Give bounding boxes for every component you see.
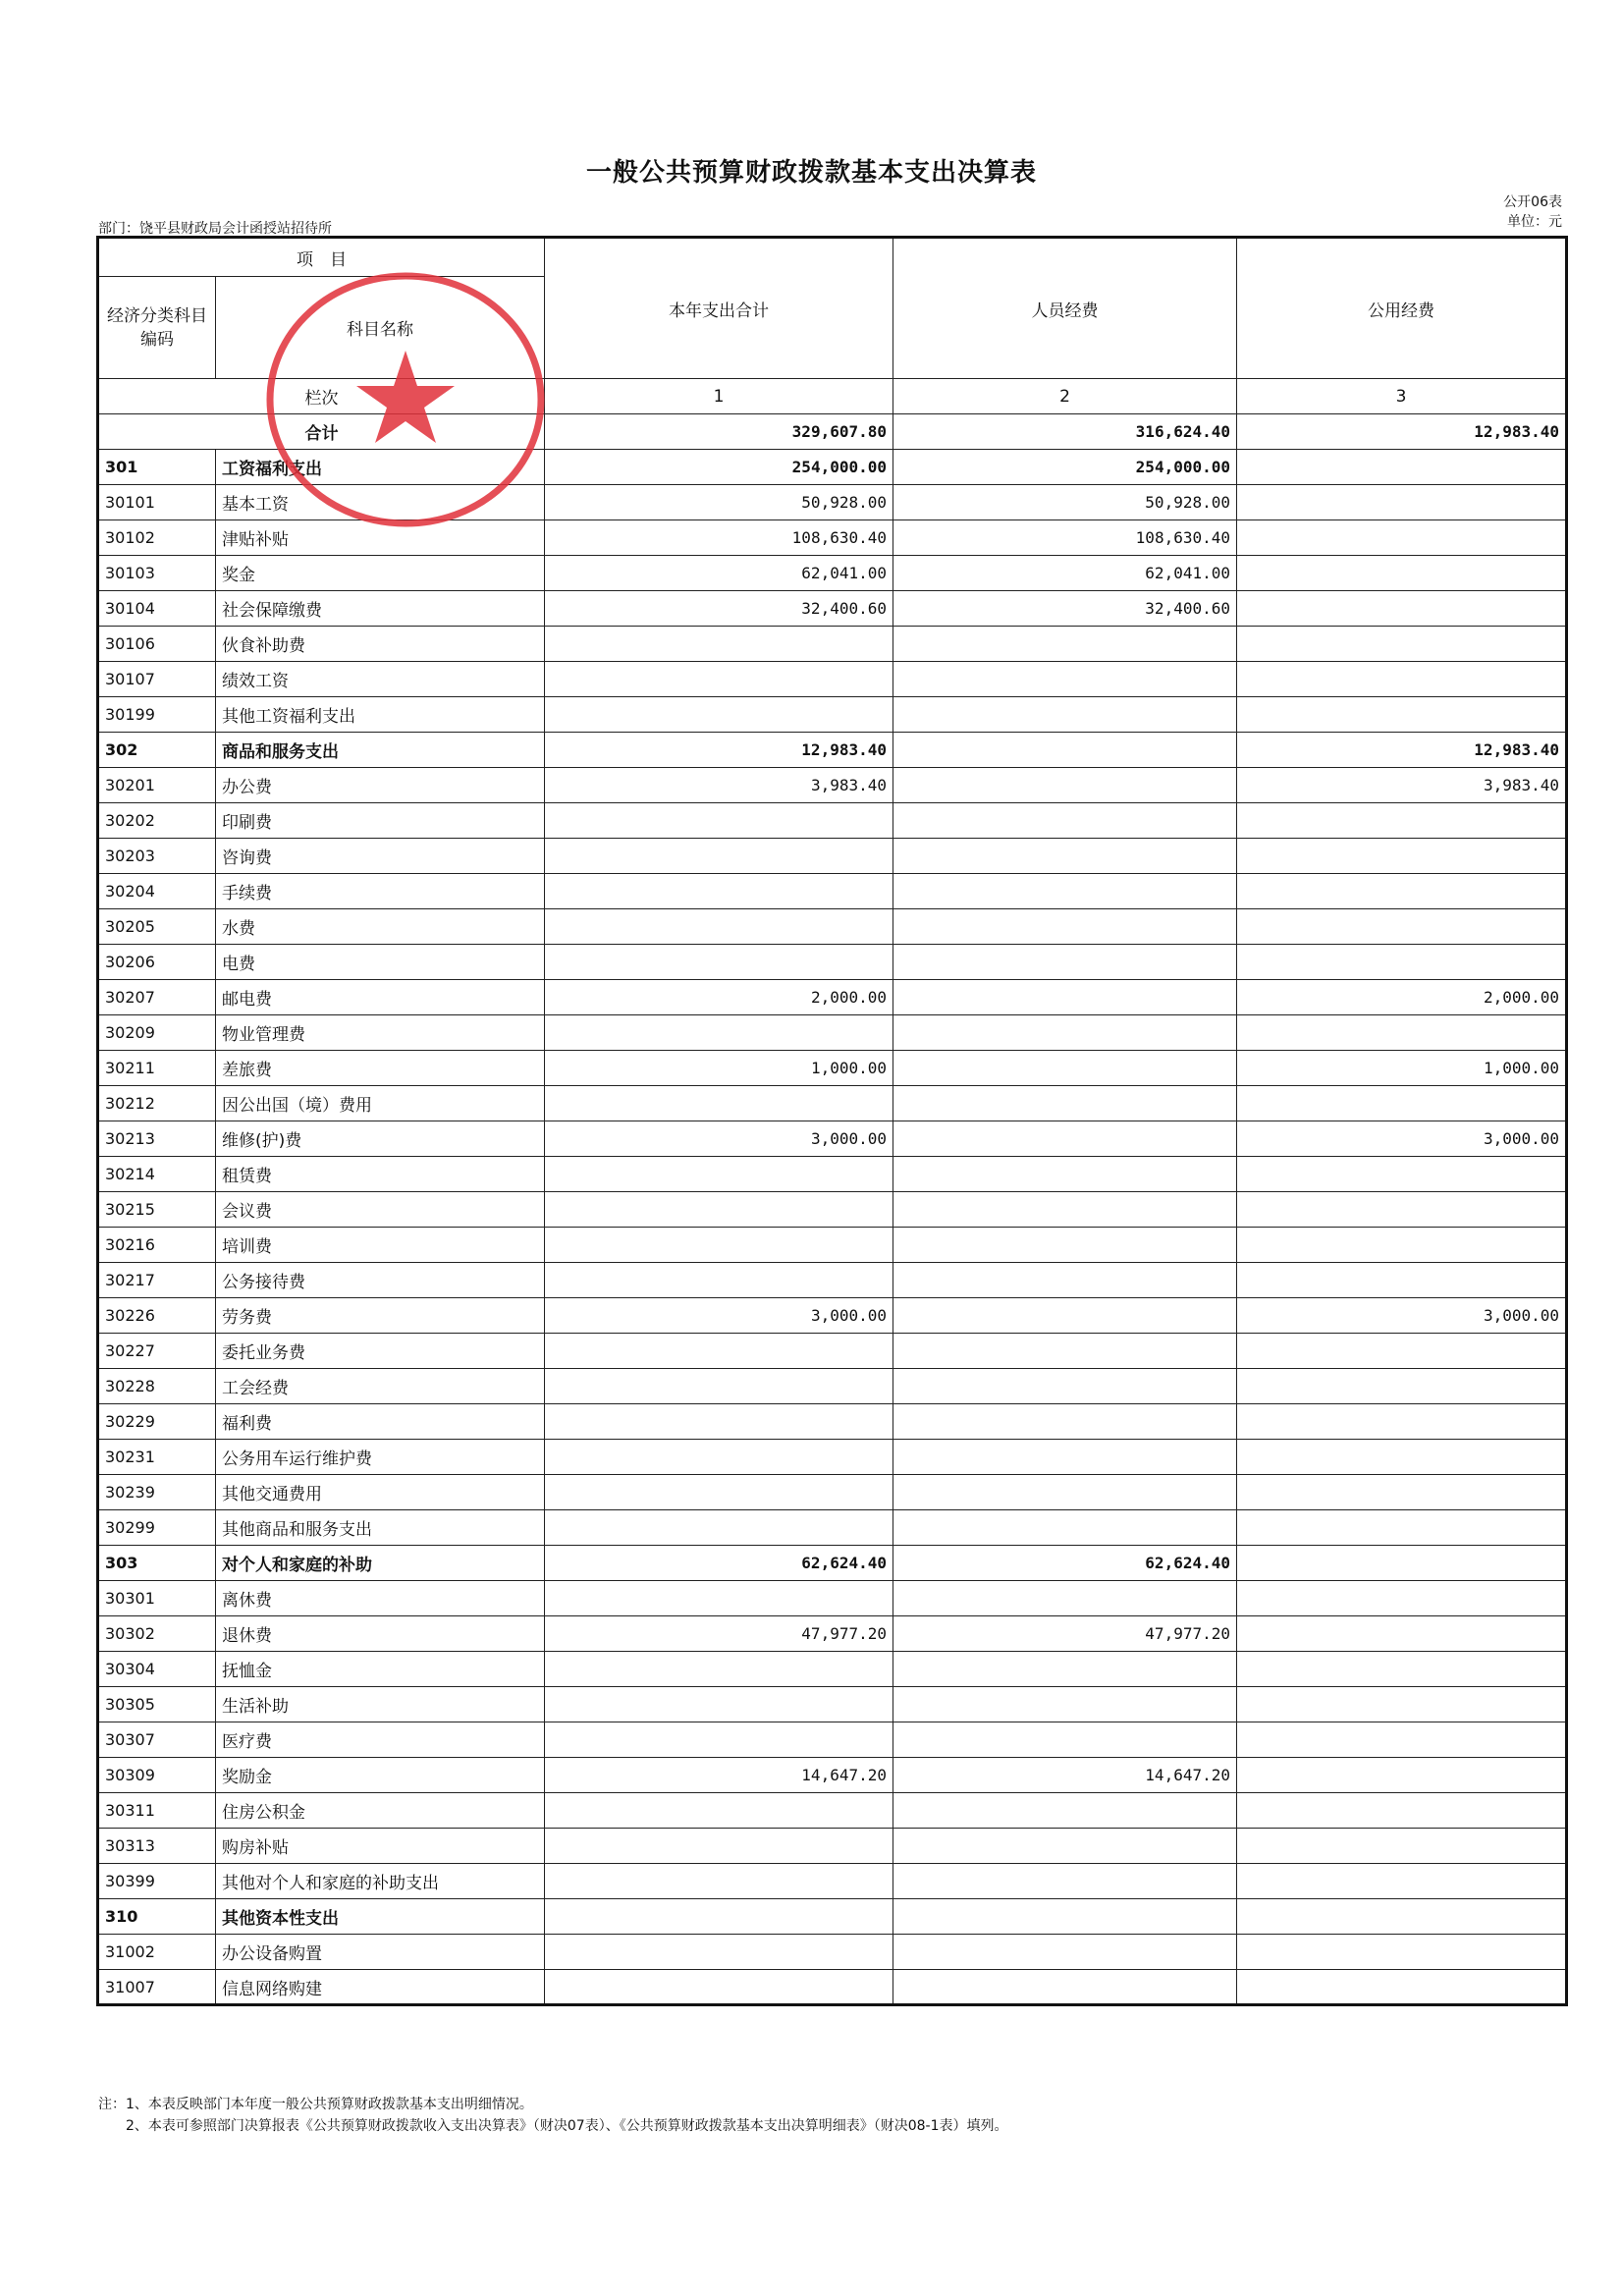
row-name: 对个人和家庭的补助 bbox=[216, 1546, 545, 1581]
row-total bbox=[545, 1652, 893, 1687]
row-public bbox=[1237, 1440, 1567, 1475]
header-total: 本年支出合计 bbox=[545, 238, 893, 379]
row-name: 商品和服务支出 bbox=[216, 733, 545, 768]
row-personnel bbox=[893, 1263, 1237, 1298]
row-total: 254,000.00 bbox=[545, 450, 893, 485]
row-name: 因公出国（境）费用 bbox=[216, 1086, 545, 1121]
footnotes bbox=[98, 2094, 1008, 2137]
row-personnel bbox=[893, 1192, 1237, 1228]
table-row bbox=[98, 909, 1567, 945]
row-code: 30205 bbox=[98, 909, 216, 945]
row-public bbox=[1237, 1970, 1567, 2005]
table-row bbox=[98, 1440, 1567, 1475]
row-name: 医疗费 bbox=[216, 1722, 545, 1758]
table-row bbox=[98, 1899, 1567, 1935]
table-row bbox=[98, 1758, 1567, 1793]
row-total: 62,624.40 bbox=[545, 1546, 893, 1581]
table-row bbox=[98, 1864, 1567, 1899]
row-name: 水费 bbox=[216, 909, 545, 945]
table-row bbox=[98, 1404, 1567, 1440]
table-row bbox=[98, 1829, 1567, 1864]
row-total bbox=[545, 945, 893, 980]
row-personnel bbox=[893, 1475, 1237, 1510]
row-name: 奖金 bbox=[216, 556, 545, 591]
sum-total: 329,607.80 bbox=[545, 414, 893, 450]
row-personnel bbox=[893, 1015, 1237, 1051]
table-row bbox=[98, 874, 1567, 909]
row-public bbox=[1237, 1829, 1567, 1864]
row-public bbox=[1237, 627, 1567, 662]
row-name: 公务接待费 bbox=[216, 1263, 545, 1298]
row-code: 30302 bbox=[98, 1616, 216, 1652]
row-personnel bbox=[893, 1687, 1237, 1722]
table-row bbox=[98, 1157, 1567, 1192]
row-public bbox=[1237, 803, 1567, 839]
row-personnel bbox=[893, 1121, 1237, 1157]
row-name: 委托业务费 bbox=[216, 1334, 545, 1369]
row-public bbox=[1237, 1864, 1567, 1899]
row-name: 其他资本性支出 bbox=[216, 1899, 545, 1935]
row-code: 30213 bbox=[98, 1121, 216, 1157]
row-personnel bbox=[893, 1793, 1237, 1829]
footnote-2: 2、本表可参照部门决算报表《公共预算财政拨款收入支出决算表》（财决07表）、《公共预算财政拨款基本支出决算明细表》（财决08-1表）填列。 bbox=[98, 2118, 1008, 2134]
row-total bbox=[545, 1899, 893, 1935]
table-row bbox=[98, 1475, 1567, 1510]
row-name: 生活补助 bbox=[216, 1687, 545, 1722]
row-name: 邮电费 bbox=[216, 980, 545, 1015]
row-total: 3,000.00 bbox=[545, 1121, 893, 1157]
header-name: 科目名称 bbox=[216, 277, 545, 379]
row-personnel bbox=[893, 945, 1237, 980]
row-total bbox=[545, 1440, 893, 1475]
table-row bbox=[98, 1616, 1567, 1652]
header-project: 项 目 bbox=[98, 238, 545, 277]
table-row bbox=[98, 803, 1567, 839]
table-row bbox=[98, 768, 1567, 803]
row-code: 30199 bbox=[98, 697, 216, 733]
row-name: 办公设备购置 bbox=[216, 1935, 545, 1970]
row-public: 3,000.00 bbox=[1237, 1298, 1567, 1334]
row-total bbox=[545, 1864, 893, 1899]
row-code: 30214 bbox=[98, 1157, 216, 1192]
row-total bbox=[545, 1793, 893, 1829]
sum-label: 合计 bbox=[98, 414, 545, 450]
row-code: 30313 bbox=[98, 1829, 216, 1864]
row-name: 信息网络购建 bbox=[216, 1970, 545, 2005]
row-public bbox=[1237, 945, 1567, 980]
row-personnel bbox=[893, 1404, 1237, 1440]
row-total bbox=[545, 1369, 893, 1404]
row-public bbox=[1237, 1157, 1567, 1192]
table-row bbox=[98, 1051, 1567, 1086]
row-code: 30228 bbox=[98, 1369, 216, 1404]
report-title: 一般公共预算财政拨款基本支出决算表 bbox=[585, 158, 1037, 188]
row-total bbox=[545, 1404, 893, 1440]
row-total bbox=[545, 1192, 893, 1228]
table-row bbox=[98, 1652, 1567, 1687]
table-row bbox=[98, 556, 1567, 591]
table-row bbox=[98, 1334, 1567, 1369]
row-name: 福利费 bbox=[216, 1404, 545, 1440]
row-name: 奖励金 bbox=[216, 1758, 545, 1793]
row-public bbox=[1237, 1722, 1567, 1758]
row-name: 劳务费 bbox=[216, 1298, 545, 1334]
row-personnel bbox=[893, 1157, 1237, 1192]
row-name: 住房公积金 bbox=[216, 1793, 545, 1829]
row-total: 3,983.40 bbox=[545, 768, 893, 803]
row-total bbox=[545, 803, 893, 839]
row-total bbox=[545, 697, 893, 733]
row-public bbox=[1237, 556, 1567, 591]
row-name: 离休费 bbox=[216, 1581, 545, 1616]
table-row bbox=[98, 1121, 1567, 1157]
row-personnel bbox=[893, 1970, 1237, 2005]
row-total bbox=[545, 1263, 893, 1298]
row-personnel bbox=[893, 1086, 1237, 1121]
row-total bbox=[545, 1829, 893, 1864]
row-name: 租赁费 bbox=[216, 1157, 545, 1192]
row-public bbox=[1237, 520, 1567, 556]
row-code: 30203 bbox=[98, 839, 216, 874]
table-row bbox=[98, 1546, 1567, 1581]
row-code: 30209 bbox=[98, 1015, 216, 1051]
table-row bbox=[98, 697, 1567, 733]
row-public: 3,983.40 bbox=[1237, 768, 1567, 803]
table-row bbox=[98, 450, 1567, 485]
row-name: 会议费 bbox=[216, 1192, 545, 1228]
row-total bbox=[545, 627, 893, 662]
table-row bbox=[98, 1298, 1567, 1334]
row-code: 31002 bbox=[98, 1935, 216, 1970]
row-total bbox=[545, 1334, 893, 1369]
row-code: 30226 bbox=[98, 1298, 216, 1334]
table-row bbox=[98, 627, 1567, 662]
row-public bbox=[1237, 1228, 1567, 1263]
table-row bbox=[98, 733, 1567, 768]
row-public bbox=[1237, 1652, 1567, 1687]
row-public: 2,000.00 bbox=[1237, 980, 1567, 1015]
unit-label: 单位：元 bbox=[1507, 214, 1562, 230]
row-code: 30107 bbox=[98, 662, 216, 697]
row-personnel bbox=[893, 627, 1237, 662]
row-public bbox=[1237, 874, 1567, 909]
row-total: 14,647.20 bbox=[545, 1758, 893, 1793]
table-row bbox=[98, 1793, 1567, 1829]
row-code: 30227 bbox=[98, 1334, 216, 1369]
table-row bbox=[98, 839, 1567, 874]
table-row bbox=[98, 485, 1567, 520]
table-body bbox=[98, 450, 1567, 2005]
row-code: 30104 bbox=[98, 591, 216, 627]
row-code: 30299 bbox=[98, 1510, 216, 1546]
table-row bbox=[98, 1015, 1567, 1051]
row-public: 3,000.00 bbox=[1237, 1121, 1567, 1157]
row-code: 30211 bbox=[98, 1051, 216, 1086]
row-code: 30106 bbox=[98, 627, 216, 662]
row-public bbox=[1237, 485, 1567, 520]
row-total: 3,000.00 bbox=[545, 1298, 893, 1334]
table-row bbox=[98, 1581, 1567, 1616]
row-code: 30206 bbox=[98, 945, 216, 980]
table-row bbox=[98, 1192, 1567, 1228]
row-personnel bbox=[893, 1864, 1237, 1899]
row-code: 30102 bbox=[98, 520, 216, 556]
row-code: 30305 bbox=[98, 1687, 216, 1722]
table-row bbox=[98, 1228, 1567, 1263]
row-code: 30216 bbox=[98, 1228, 216, 1263]
table-row bbox=[98, 1687, 1567, 1722]
table-row bbox=[98, 1970, 1567, 2005]
row-personnel bbox=[893, 768, 1237, 803]
row-total bbox=[545, 1722, 893, 1758]
row-public bbox=[1237, 839, 1567, 874]
row-public bbox=[1237, 1192, 1567, 1228]
row-name: 工会经费 bbox=[216, 1369, 545, 1404]
row-public bbox=[1237, 591, 1567, 627]
row-personnel bbox=[893, 1935, 1237, 1970]
row-code: 30307 bbox=[98, 1722, 216, 1758]
row-name: 绩效工资 bbox=[216, 662, 545, 697]
row-total bbox=[545, 1086, 893, 1121]
row-number-2: 2 bbox=[893, 379, 1237, 414]
row-name: 购房补贴 bbox=[216, 1829, 545, 1864]
table-row bbox=[98, 1935, 1567, 1970]
form-number: 公开06表 bbox=[1503, 194, 1562, 210]
row-code: 30217 bbox=[98, 1263, 216, 1298]
row-code: 301 bbox=[98, 450, 216, 485]
row-total bbox=[545, 874, 893, 909]
row-personnel: 62,041.00 bbox=[893, 556, 1237, 591]
row-total bbox=[545, 662, 893, 697]
row-total: 32,400.60 bbox=[545, 591, 893, 627]
row-personnel bbox=[893, 803, 1237, 839]
row-name: 电费 bbox=[216, 945, 545, 980]
table-row bbox=[98, 1263, 1567, 1298]
row-code: 303 bbox=[98, 1546, 216, 1581]
row-code: 30239 bbox=[98, 1475, 216, 1510]
row-code: 31007 bbox=[98, 1970, 216, 2005]
row-personnel bbox=[893, 1722, 1237, 1758]
row-total: 1,000.00 bbox=[545, 1051, 893, 1086]
row-personnel bbox=[893, 1369, 1237, 1404]
table-row bbox=[98, 945, 1567, 980]
row-public: 1,000.00 bbox=[1237, 1051, 1567, 1086]
row-name: 工资福利支出 bbox=[216, 450, 545, 485]
row-total bbox=[545, 1935, 893, 1970]
footnote-1: 注：1、本表反映部门本年度一般公共预算财政拨款基本支出明细情况。 bbox=[98, 2097, 533, 2112]
sum-public: 12,983.40 bbox=[1237, 414, 1567, 450]
row-personnel: 62,624.40 bbox=[893, 1546, 1237, 1581]
row-public bbox=[1237, 1899, 1567, 1935]
row-personnel bbox=[893, 1228, 1237, 1263]
table-row bbox=[98, 1086, 1567, 1121]
row-name: 差旅费 bbox=[216, 1051, 545, 1086]
row-public bbox=[1237, 1616, 1567, 1652]
row-number-1: 1 bbox=[545, 379, 893, 414]
row-name: 公务用车运行维护费 bbox=[216, 1440, 545, 1475]
row-total bbox=[545, 1228, 893, 1263]
row-total bbox=[545, 839, 893, 874]
row-code: 30311 bbox=[98, 1793, 216, 1829]
row-name: 基本工资 bbox=[216, 485, 545, 520]
row-name: 手续费 bbox=[216, 874, 545, 909]
row-personnel bbox=[893, 874, 1237, 909]
row-personnel bbox=[893, 697, 1237, 733]
row-name: 其他交通费用 bbox=[216, 1475, 545, 1510]
row-public bbox=[1237, 1369, 1567, 1404]
row-total: 108,630.40 bbox=[545, 520, 893, 556]
row-personnel bbox=[893, 1829, 1237, 1864]
row-public bbox=[1237, 697, 1567, 733]
row-total bbox=[545, 1157, 893, 1192]
row-code: 30103 bbox=[98, 556, 216, 591]
row-name: 津贴补贴 bbox=[216, 520, 545, 556]
row-public bbox=[1237, 662, 1567, 697]
table-row bbox=[98, 1722, 1567, 1758]
row-personnel bbox=[893, 1652, 1237, 1687]
row-public bbox=[1237, 1086, 1567, 1121]
row-name: 抚恤金 bbox=[216, 1652, 545, 1687]
row-code: 30212 bbox=[98, 1086, 216, 1121]
row-personnel: 32,400.60 bbox=[893, 591, 1237, 627]
row-public bbox=[1237, 1546, 1567, 1581]
row-name: 培训费 bbox=[216, 1228, 545, 1263]
row-public bbox=[1237, 1935, 1567, 1970]
row-total: 50,928.00 bbox=[545, 485, 893, 520]
row-personnel bbox=[893, 980, 1237, 1015]
row-name: 其他商品和服务支出 bbox=[216, 1510, 545, 1546]
row-code: 30204 bbox=[98, 874, 216, 909]
table-row bbox=[98, 591, 1567, 627]
row-code: 30399 bbox=[98, 1864, 216, 1899]
row-code: 30207 bbox=[98, 980, 216, 1015]
row-code: 30229 bbox=[98, 1404, 216, 1440]
table-row bbox=[98, 662, 1567, 697]
row-code: 310 bbox=[98, 1899, 216, 1935]
row-name: 社会保障缴费 bbox=[216, 591, 545, 627]
form-info bbox=[1503, 192, 1562, 232]
row-total bbox=[545, 909, 893, 945]
department-label: 部门：饶平县财政局会计函授站招待所 bbox=[98, 221, 332, 237]
row-personnel bbox=[893, 1440, 1237, 1475]
row-total bbox=[545, 1581, 893, 1616]
row-public bbox=[1237, 1015, 1567, 1051]
row-personnel: 254,000.00 bbox=[893, 450, 1237, 485]
row-number-3: 3 bbox=[1237, 379, 1567, 414]
row-total: 2,000.00 bbox=[545, 980, 893, 1015]
row-name: 印刷费 bbox=[216, 803, 545, 839]
row-total: 12,983.40 bbox=[545, 733, 893, 768]
row-code: 30202 bbox=[98, 803, 216, 839]
header-public: 公用经费 bbox=[1237, 238, 1567, 379]
row-personnel bbox=[893, 733, 1237, 768]
row-total bbox=[545, 1970, 893, 2005]
row-name: 退休费 bbox=[216, 1616, 545, 1652]
row-name: 其他工资福利支出 bbox=[216, 697, 545, 733]
row-code: 30201 bbox=[98, 768, 216, 803]
sum-personnel: 316,624.40 bbox=[893, 414, 1237, 450]
row-personnel: 14,647.20 bbox=[893, 1758, 1237, 1793]
row-personnel: 108,630.40 bbox=[893, 520, 1237, 556]
row-public bbox=[1237, 1510, 1567, 1546]
table-row bbox=[98, 1369, 1567, 1404]
row-personnel bbox=[893, 1298, 1237, 1334]
header-code: 经济分类科目编码 bbox=[98, 277, 216, 379]
row-personnel bbox=[893, 1899, 1237, 1935]
row-total bbox=[545, 1475, 893, 1510]
row-personnel bbox=[893, 909, 1237, 945]
row-public bbox=[1237, 1581, 1567, 1616]
row-code: 302 bbox=[98, 733, 216, 768]
row-public bbox=[1237, 1263, 1567, 1298]
row-code: 30304 bbox=[98, 1652, 216, 1687]
row-total: 47,977.20 bbox=[545, 1616, 893, 1652]
row-name: 其他对个人和家庭的补助支出 bbox=[216, 1864, 545, 1899]
row-public bbox=[1237, 909, 1567, 945]
row-public bbox=[1237, 1334, 1567, 1369]
row-public bbox=[1237, 1687, 1567, 1722]
row-public bbox=[1237, 450, 1567, 485]
row-number-label: 栏次 bbox=[98, 379, 545, 414]
row-total: 62,041.00 bbox=[545, 556, 893, 591]
row-personnel bbox=[893, 1581, 1237, 1616]
row-public: 12,983.40 bbox=[1237, 733, 1567, 768]
row-public bbox=[1237, 1758, 1567, 1793]
row-total bbox=[545, 1510, 893, 1546]
row-personnel: 47,977.20 bbox=[893, 1616, 1237, 1652]
row-personnel bbox=[893, 839, 1237, 874]
row-name: 咨询费 bbox=[216, 839, 545, 874]
row-name: 物业管理费 bbox=[216, 1015, 545, 1051]
row-name: 伙食补助费 bbox=[216, 627, 545, 662]
row-personnel bbox=[893, 1510, 1237, 1546]
row-public bbox=[1237, 1475, 1567, 1510]
row-personnel bbox=[893, 662, 1237, 697]
row-code: 30215 bbox=[98, 1192, 216, 1228]
row-personnel bbox=[893, 1051, 1237, 1086]
table-row bbox=[98, 980, 1567, 1015]
row-total bbox=[545, 1015, 893, 1051]
row-public bbox=[1237, 1404, 1567, 1440]
row-code: 30101 bbox=[98, 485, 216, 520]
budget-table bbox=[96, 236, 1568, 2006]
row-name: 办公费 bbox=[216, 768, 545, 803]
row-name: 维修(护)费 bbox=[216, 1121, 545, 1157]
row-public bbox=[1237, 1793, 1567, 1829]
row-total bbox=[545, 1687, 893, 1722]
row-code: 30309 bbox=[98, 1758, 216, 1793]
table-row bbox=[98, 520, 1567, 556]
row-personnel bbox=[893, 1334, 1237, 1369]
row-code: 30301 bbox=[98, 1581, 216, 1616]
header-personnel: 人员经费 bbox=[893, 238, 1237, 379]
row-personnel: 50,928.00 bbox=[893, 485, 1237, 520]
row-code: 30231 bbox=[98, 1440, 216, 1475]
table-row bbox=[98, 1510, 1567, 1546]
